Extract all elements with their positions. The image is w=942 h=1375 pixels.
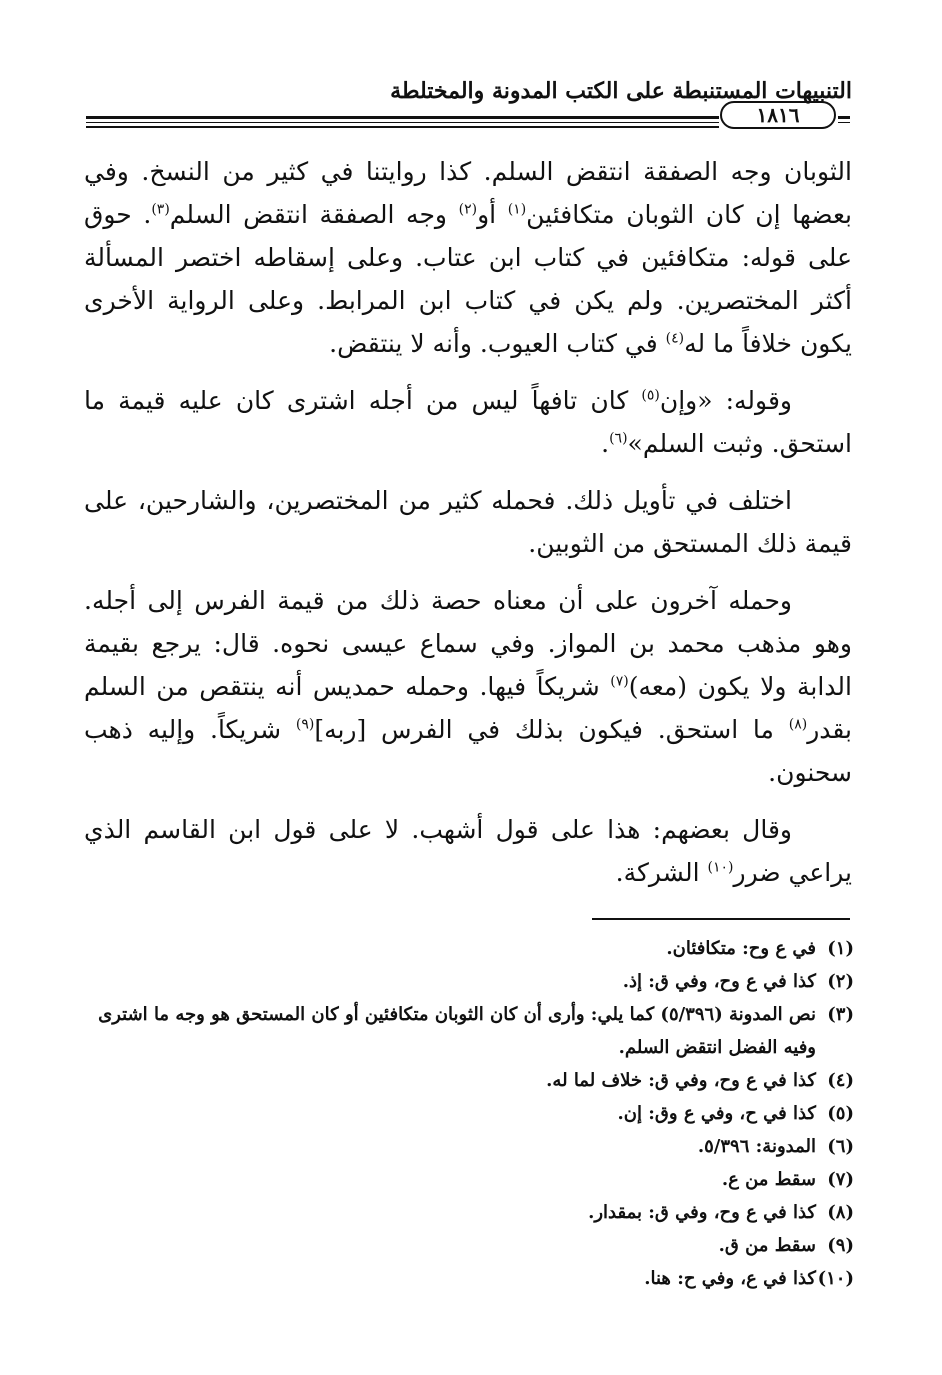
footnote-marker: (٣)	[151, 201, 170, 218]
paragraph-text: الشركة.	[615, 858, 708, 887]
running-header-title: التنبيهات المستنبطة على الكتب المدونة والمختلطة	[390, 78, 852, 104]
footnote-marker: (١)	[507, 201, 527, 218]
footnote-separator	[592, 918, 850, 920]
footnote-marker: (١٠)	[707, 859, 734, 876]
footnote-marker: (٩)	[295, 716, 315, 733]
footnote-number: (٤)	[827, 1070, 854, 1091]
footnote-number: (٣)	[827, 1004, 854, 1025]
header-rule-thin	[86, 122, 719, 123]
body-paragraph	[84, 379, 852, 465]
footnote-text: كذا في ع وح، وفي ق: خلاف لما له.	[546, 1070, 816, 1091]
paragraph-text: وقوله: «وإن	[659, 386, 792, 415]
footnote-marker: (٦)	[609, 430, 628, 447]
footnote-text: في ع وح: متكافئان.	[666, 938, 816, 959]
footnote-number: (٢)	[827, 971, 854, 992]
main-text	[84, 150, 852, 908]
header-rule-right-thin	[838, 122, 850, 123]
footnote-number: (١٠)	[817, 1268, 854, 1289]
paragraph-text: في كتاب العيوب. وأنه لا ينتقض.	[329, 329, 666, 358]
footnote	[84, 1163, 854, 1196]
header-rule-right-thick	[838, 116, 850, 119]
footnote	[84, 932, 854, 965]
footnote-text: كذا في ع وح، وفي ق: بمقدار.	[588, 1202, 816, 1223]
body-paragraph	[84, 808, 852, 894]
paragraph-text: اختلف في تأويل ذلك. فحمله كثير من المختصرين، والشارحين، على قيمة ذلك المستحق من الثوبين.	[84, 486, 852, 558]
footnote	[84, 1262, 854, 1295]
footnote	[84, 1229, 854, 1262]
paragraph-text: وحمله آخرون على أن معناه حصة ذلك من قيمة الفرس إلى أجله. وهو مذهب محمد بن المواز. وفي سماع عيسى نحوه. قال: يرجع بقيمة الدابة ولا يكون (معه)	[84, 586, 852, 701]
paragraph-text: . حوق على قوله: متكافئين في كتاب ابن عتاب. وعلى إسقاطه اختصر المسألة أكثر المختصرين. ولم يكن في كتاب ابن المرابط. وعلى الرواية الأخرى يكون خلافاً ما له	[84, 200, 852, 358]
paragraph-text: .	[601, 429, 610, 458]
footnote-text: كذا في ع وح، وفي ق: إذ.	[622, 971, 816, 992]
footnote-number: (٥)	[827, 1103, 854, 1124]
footnote-text: سقط من ع.	[721, 1169, 816, 1190]
footnote-marker: (٢)	[458, 201, 478, 218]
footnote	[84, 998, 854, 1064]
paragraph-text: شريكاً فيها. وحمله حمديس أنه ينتقص من السلم بقدر	[84, 672, 852, 744]
paragraph-text: الثوبان وجه الصفقة انتقض السلم. كذا روايتنا في كثير من النسخ. وفي بعضها إن كان الثوبان متكافئين	[84, 157, 852, 229]
paragraph-text: شريكاً. وإليه ذهب سحنون.	[84, 715, 852, 787]
footnote-marker: (٨)	[788, 716, 808, 733]
footnote	[84, 1097, 854, 1130]
footnote	[84, 1064, 854, 1097]
page-number: ١٨١٦	[720, 101, 836, 129]
footnote-marker: (٤)	[665, 330, 685, 347]
footnote-text: نص المدونة (٥/٣٩٦) كما يلي: وأرى أن كان الثوبان متكافئين أو كان المستحق هو وجه ما اشترى وفيه الفضل انتقض السلم.	[98, 1004, 816, 1058]
paragraph-text: وقال بعضهم: هذا على قول أشهب. لا على قول ابن القاسم الذي يراعي ضرر	[84, 815, 852, 887]
paragraph-text: ما استحق. فيكون بذلك في الفرس [ربه]	[314, 715, 789, 744]
footnote-text: سقط من ق.	[718, 1235, 816, 1256]
footnote-number: (٩)	[827, 1235, 854, 1256]
footnote-marker: (٥)	[641, 387, 660, 404]
footnote-text: المدونة: ٥/٣٩٦.	[697, 1136, 816, 1157]
paragraph-text: وجه الصفقة انتقض السلم	[169, 200, 459, 229]
paragraph-text: أو	[477, 200, 508, 229]
footnote-number: (١)	[827, 938, 854, 959]
footnote-text: كذا في ع، وفي ح: هنا.	[644, 1268, 816, 1289]
footnote-number: (٨)	[827, 1202, 854, 1223]
footnote-number: (٧)	[827, 1169, 854, 1190]
footnote	[84, 1196, 854, 1229]
header-rule-thick	[86, 116, 719, 119]
footnote-marker: (٧)	[610, 673, 629, 690]
body-paragraph	[84, 479, 852, 565]
body-paragraph	[84, 150, 852, 365]
footnote	[84, 1130, 854, 1163]
body-paragraph	[84, 579, 852, 794]
footnotes-list	[84, 932, 854, 1295]
header-rule-lower	[86, 126, 719, 128]
footnote-number: (٦)	[827, 1136, 854, 1157]
paragraph-text: كان تافهاً ليس من أجله اشترى كان عليه قيمة ما استحق. وثبت السلم»	[84, 386, 852, 458]
footnote-text: كذا في ح، وفي ع وق: إن.	[617, 1103, 816, 1124]
footnote	[84, 965, 854, 998]
